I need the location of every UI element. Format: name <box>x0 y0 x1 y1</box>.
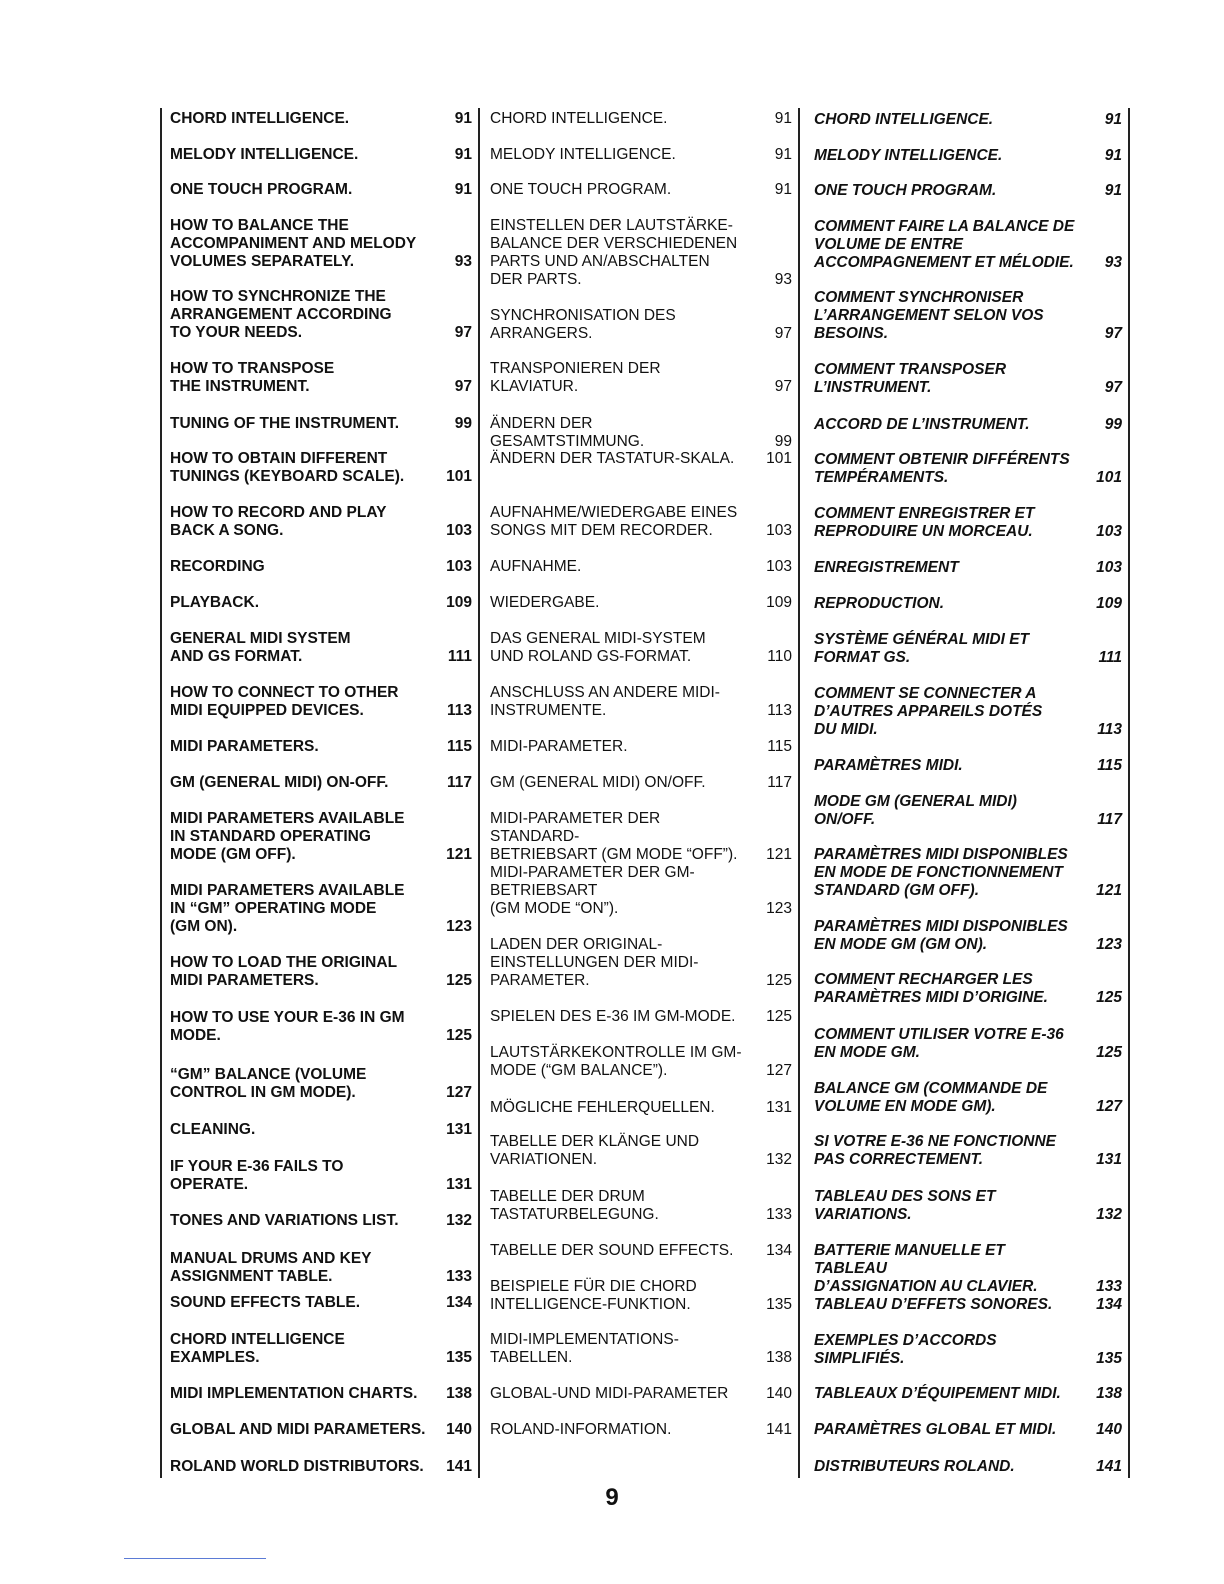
toc-entry-english <box>170 110 472 128</box>
toc-entry-page: 91 <box>1104 147 1122 164</box>
toc-entry-english <box>170 882 472 936</box>
toc-entry-german <box>490 1331 792 1367</box>
toc-entry-page: 103 <box>766 522 792 539</box>
toc-entry-title: RECORDING <box>170 558 265 575</box>
toc-entry-title: MIDI PARAMETERS AVAILABLE IN STANDARD OPERATING MODE (GM OFF). <box>170 810 405 863</box>
toc-entry-title: MIDI PARAMETERS AVAILABLE IN “GM” OPERATING MODE (GM ON). <box>170 882 405 935</box>
toc-entry-french <box>814 361 1122 397</box>
toc-entry-page: 140 <box>446 1421 472 1438</box>
toc-entry-title: ÄNDERN DER GESAMTSTIMMUNG. <box>490 415 645 450</box>
toc-entry-title: SYSTÈME GÉNÉRAL MIDI ET FORMAT GS. <box>814 631 1030 666</box>
toc-entry-page: 113 <box>767 702 792 719</box>
toc-entry-title: BATTERIE MANUELLE ET TABLEAU D’ASSIGNATION AU CLAVIER. <box>814 1242 1038 1295</box>
toc-entry-page: 99 <box>774 433 792 450</box>
toc-entry-french <box>814 1332 1122 1368</box>
toc-entry-page: 135 <box>446 1349 472 1366</box>
toc-entry-page: 103 <box>446 522 472 539</box>
toc-entry-page: 134 <box>1096 1296 1122 1313</box>
toc-entry-german <box>490 864 792 918</box>
toc-entry-english <box>170 774 472 792</box>
toc-entry-german <box>490 307 792 343</box>
toc-entry-title: GLOBAL AND MIDI PARAMETERS. <box>170 1421 426 1438</box>
toc-entry-title: GM (GENERAL MIDI) ON-OFF. <box>170 774 389 791</box>
toc-entry-page: 141 <box>446 1458 472 1475</box>
toc-entry-english <box>170 954 472 990</box>
toc-entry-page: 101 <box>1096 469 1122 486</box>
toc-entry-french <box>814 918 1122 954</box>
toc-entry-page: 109 <box>1096 595 1122 612</box>
toc-entry-page: 97 <box>1104 379 1122 396</box>
toc-entry-page: 134 <box>446 1294 472 1311</box>
toc-entry-title: ANSCHLUSS AN ANDERE MIDI- INSTRUMENTE. <box>490 684 720 719</box>
toc-entry-french <box>814 1458 1122 1476</box>
toc-entry-page: 131 <box>446 1121 472 1138</box>
toc-entry-german <box>490 415 792 451</box>
toc-entry-page: 93 <box>1104 254 1122 271</box>
toc-entry-french <box>814 1385 1122 1403</box>
toc-entry-title: ENREGISTREMENT <box>814 559 959 576</box>
toc-entry-page: 125 <box>766 1008 792 1025</box>
toc-entry-title: MIDI-PARAMETER DER STANDARD- BETRIEBSART (GM MODE “OFF”). <box>490 810 738 863</box>
toc-entry-english <box>170 1009 472 1045</box>
toc-entry-french <box>814 182 1122 200</box>
toc-entry-page: 97 <box>1104 325 1122 342</box>
toc-entry-title: MIDI IMPLEMENTATION CHARTS. <box>170 1385 418 1402</box>
toc-entry-page: 131 <box>766 1099 792 1116</box>
toc-entry-title: TABELLE DER KLÄNGE UND VARIATIONEN. <box>490 1133 700 1168</box>
toc-entry-title: ONE TOUCH PROGRAM. <box>814 182 997 199</box>
toc-entry-page: 141 <box>1096 1458 1122 1475</box>
toc-entry-german <box>490 1044 792 1080</box>
toc-entry-english <box>170 1421 472 1439</box>
toc-entry-german <box>490 504 792 540</box>
toc-entry-title: PARAMÈTRES MIDI. <box>814 757 963 774</box>
toc-entry-title: COMMENT RECHARGER LES PARAMÈTRES MIDI D’ORIGINE. <box>814 971 1048 1006</box>
toc-entry-title: ONE TOUCH PROGRAM. <box>490 181 672 198</box>
toc-entry-title: TABELLE DER DRUM TASTATURBELEGUNG. <box>490 1188 659 1223</box>
toc-entry-title: ROLAND WORLD DISTRIBUTORS. <box>170 1458 424 1475</box>
toc-entry-page: 132 <box>766 1151 792 1168</box>
toc-entry-title: TABLEAU D’EFFETS SONORES. <box>814 1296 1053 1313</box>
toc-entry-page: 97 <box>774 378 792 395</box>
toc-entry-page: 113 <box>446 702 472 719</box>
toc-entry-title: MIDI-IMPLEMENTATIONS- TABELLEN. <box>490 1331 679 1366</box>
toc-entry-title: TRANSPONIEREN DER KLAVIATUR. <box>490 360 661 395</box>
toc-entry-page: 117 <box>1097 811 1122 828</box>
toc-entry-german <box>490 594 792 612</box>
page-number: 9 <box>605 1484 619 1511</box>
toc-entry-title: IF YOUR E-36 FAILS TO OPERATE. <box>170 1158 344 1193</box>
footer-rule <box>124 1558 266 1559</box>
toc-entry-title: MIDI-PARAMETER. <box>490 738 628 755</box>
toc-entry-title: ÄNDERN DER TASTATUR-SKALA. <box>490 450 735 467</box>
toc-entry-french <box>814 971 1122 1007</box>
toc-entry-german <box>490 110 792 128</box>
toc-entry-german <box>490 558 792 576</box>
toc-entry-page: 117 <box>767 774 792 791</box>
toc-entry-title: COMMENT TRANSPOSER L’INSTRUMENT. <box>814 361 1007 396</box>
toc-entry-page: 93 <box>454 253 472 270</box>
toc-entry-title: TABELLE DER SOUND EFFECTS. <box>490 1242 734 1259</box>
toc-entry-page: 117 <box>446 774 472 791</box>
toc-entry-german <box>490 450 792 468</box>
toc-entry-german <box>490 1099 792 1117</box>
toc-entry-french <box>814 1080 1122 1116</box>
toc-entry-title: PARAMÈTRES GLOBAL ET MIDI. <box>814 1421 1057 1438</box>
toc-entry-french <box>814 505 1122 541</box>
toc-entry-page: 91 <box>774 146 792 163</box>
toc-entry-english <box>170 1066 472 1102</box>
toc-entry-english <box>170 1458 472 1476</box>
toc-entry-title: HOW TO USE YOUR E-36 IN GM MODE. <box>170 1009 405 1044</box>
toc-entry-page: 125 <box>446 972 472 989</box>
toc-entry-english <box>170 217 472 271</box>
toc-entry-german <box>490 1188 792 1224</box>
toc-entry-page: 135 <box>766 1296 792 1313</box>
toc-entry-german <box>490 360 792 396</box>
toc-entry-german <box>490 1421 792 1439</box>
toc-entry-title: LAUTSTÄRKEKONTROLLE IM GM- MODE (“GM BALANCE”). <box>490 1044 742 1079</box>
toc-entry-page: 91 <box>1104 182 1122 199</box>
toc-entry-page: 127 <box>446 1084 472 1101</box>
toc-entry-page: 121 <box>1096 882 1122 899</box>
toc-entry-english <box>170 1385 472 1403</box>
toc-entry-german <box>490 1278 792 1314</box>
toc-entry-title: PARAMÈTRES MIDI DISPONIBLES EN MODE DE FONCTIONNEMENT STANDARD (GM OFF). <box>814 846 1068 899</box>
toc-entry-page: 140 <box>1096 1421 1122 1438</box>
toc-entry-title: DAS GENERAL MIDI-SYSTEM UND ROLAND GS-FORMAT. <box>490 630 706 665</box>
toc-entry-title: CHORD INTELLIGENCE. <box>170 110 350 127</box>
toc-entry-english <box>170 504 472 540</box>
toc-entry-title: WIEDERGABE. <box>490 594 600 611</box>
toc-entry-english <box>170 558 472 576</box>
toc-entry-page: 138 <box>446 1385 472 1402</box>
toc-entry-title: COMMENT SYNCHRONISER L’ARRANGEMENT SELON VOS BESOINS. <box>814 289 1044 342</box>
toc-entry-page: 133 <box>1096 1278 1122 1295</box>
toc-entry-page: 109 <box>446 594 472 611</box>
toc-entry-title: GENERAL MIDI SYSTEM AND GS FORMAT. <box>170 630 351 665</box>
toc-entry-page: 125 <box>446 1027 472 1044</box>
toc-entry-page: 127 <box>1096 1098 1122 1115</box>
toc-entry-title: TUNING OF THE INSTRUMENT. <box>170 415 400 432</box>
toc-entry-page: 125 <box>766 972 792 989</box>
toc-entry-title: PLAYBACK. <box>170 594 259 611</box>
toc-entry-page: 103 <box>446 558 472 575</box>
toc-entry-french <box>814 1133 1122 1169</box>
toc-entry-french <box>814 289 1122 343</box>
toc-entry-english <box>170 684 472 720</box>
toc-entry-title: HOW TO OBTAIN DIFFERENT TUNINGS (KEYBOARD SCALE). <box>170 450 405 485</box>
toc-entry-title: TABLEAU DES SONS ET VARIATIONS. <box>814 1188 996 1223</box>
toc-entry-title: COMMENT FAIRE LA BALANCE DE VOLUME DE ENTRE ACCOMPAGNEMENT ET MÉLODIE. <box>814 218 1075 271</box>
toc-entry-english <box>170 594 472 612</box>
toc-entry-title: HOW TO CONNECT TO OTHER MIDI EQUIPPED DEVICES. <box>170 684 399 719</box>
toc-entry-french <box>814 1421 1122 1439</box>
toc-entry-page: 91 <box>774 181 792 198</box>
toc-entry-page: 103 <box>1096 559 1122 576</box>
toc-entry-title: AUFNAHME/WIEDERGABE EINES SONGS MIT DEM RECORDER. <box>490 504 738 539</box>
toc-entry-title: BEISPIELE FÜR DIE CHORD INTELLIGENCE-FUNKTION. <box>490 1278 697 1313</box>
toc-entry-english <box>170 630 472 666</box>
toc-entry-page: 132 <box>1096 1206 1122 1223</box>
toc-entry-title: HOW TO SYNCHRONIZE THE ARRANGEMENT ACCORDING TO YOUR NEEDS. <box>170 288 392 341</box>
toc-entry-page: 123 <box>1096 936 1122 953</box>
toc-entry-german <box>490 684 792 720</box>
toc-entry-english <box>170 288 472 342</box>
toc-entry-title: MIDI-PARAMETER DER GM- BETRIEBSART (GM MODE “ON”). <box>490 864 695 917</box>
toc-entry-page: 131 <box>1096 1151 1122 1168</box>
toc-entry-page: 99 <box>1104 416 1122 433</box>
toc-entry-title: TABLEAUX D’ÉQUIPEMENT MIDI. <box>814 1385 1061 1402</box>
toc-entry-page: 111 <box>447 648 472 665</box>
toc-column-german <box>482 108 800 1478</box>
toc-entry-title: MELODY INTELLIGENCE. <box>170 146 359 163</box>
toc-entry-english <box>170 810 472 864</box>
toc-entry-page: 91 <box>454 146 472 163</box>
toc-entry-german <box>490 936 792 990</box>
toc-entry-english <box>170 450 472 486</box>
toc-entry-page: 141 <box>766 1421 792 1438</box>
toc-entry-title: COMMENT SE CONNECTER A D’AUTRES APPAREILS DOTÉS DU MIDI. <box>814 685 1043 738</box>
toc-entry-title: CLEANING. <box>170 1121 256 1138</box>
toc-entry-page: 115 <box>767 738 792 755</box>
toc-entry-page: 132 <box>446 1212 472 1229</box>
toc-entry-page: 109 <box>766 594 792 611</box>
toc-entry-page: 134 <box>766 1242 792 1259</box>
toc-entry-english <box>170 1250 472 1286</box>
toc-entry-english <box>170 415 472 433</box>
toc-entry-french <box>814 793 1122 829</box>
toc-entry-page: 135 <box>1096 1350 1122 1367</box>
toc-entry-german <box>490 146 792 164</box>
toc-entry-german <box>490 1008 792 1026</box>
toc-entry-title: REPRODUCTION. <box>814 595 945 612</box>
toc-entry-english <box>170 1331 472 1367</box>
toc-entry-title: MÖGLICHE FEHLERQUELLEN. <box>490 1099 715 1116</box>
toc-entry-page: 113 <box>1097 721 1122 738</box>
toc-entry-french <box>814 416 1122 434</box>
toc-entry-french <box>814 1188 1122 1224</box>
toc-entry-page: 127 <box>766 1062 792 1079</box>
toc-entry-page: 91 <box>774 110 792 127</box>
toc-entry-page: 121 <box>446 846 472 863</box>
toc-entry-page: 103 <box>766 558 792 575</box>
toc-entry-german <box>490 630 792 666</box>
toc-entry-title: MELODY INTELLIGENCE. <box>490 146 676 163</box>
toc-entry-page: 91 <box>1104 111 1122 128</box>
toc-entry-page: 110 <box>767 648 792 665</box>
toc-entry-german <box>490 1133 792 1169</box>
toc-entry-page: 97 <box>454 378 472 395</box>
toc-entry-english <box>170 146 472 164</box>
toc-entry-german <box>490 1385 792 1403</box>
toc-entry-title: HOW TO BALANCE THE ACCOMPANIMENT AND MELODY VOLUMES SEPARATELY. <box>170 217 417 270</box>
toc-entry-title: LADEN DER ORIGINAL- EINSTELLUNGEN DER MIDI- PARAMETER. <box>490 936 699 989</box>
toc-entry-title: CHORD INTELLIGENCE. <box>814 111 994 128</box>
toc-entry-title: MODE GM (GENERAL MIDI) ON/OFF. <box>814 793 1017 828</box>
toc-entry-french <box>814 218 1122 272</box>
toc-entry-french <box>814 757 1122 775</box>
toc-entry-title: “GM” BALANCE (VOLUME CONTROL IN GM MODE). <box>170 1066 367 1101</box>
toc-entry-title: CHORD INTELLIGENCE. <box>490 110 668 127</box>
toc-entry-page: 111 <box>1098 649 1122 666</box>
toc-entry-french <box>814 595 1122 613</box>
toc-entry-title: DISTRIBUTEURS ROLAND. <box>814 1458 1015 1475</box>
toc-entry-page: 91 <box>454 110 472 127</box>
toc-entry-title: PARAMÈTRES MIDI DISPONIBLES EN MODE GM (GM ON). <box>814 918 1068 953</box>
toc-entry-title: MANUAL DRUMS AND KEY ASSIGNMENT TABLE. <box>170 1250 372 1285</box>
toc-entry-title: HOW TO LOAD THE ORIGINAL MIDI PARAMETERS. <box>170 954 398 989</box>
toc-entry-title: TONES AND VARIATIONS LIST. <box>170 1212 399 1229</box>
toc-entry-title: AUFNAHME. <box>490 558 582 575</box>
toc-entry-english <box>170 1121 472 1139</box>
toc-entry-page: 125 <box>1096 989 1122 1006</box>
toc-entry-page: 133 <box>766 1206 792 1223</box>
toc-entry-english <box>170 1212 472 1230</box>
toc-entry-title: MELODY INTELLIGENCE. <box>814 147 1003 164</box>
toc-entry-german <box>490 181 792 199</box>
toc-entry-french <box>814 1296 1122 1314</box>
toc-entry-title: SOUND EFFECTS TABLE. <box>170 1294 361 1311</box>
toc-entry-page: 103 <box>1096 523 1122 540</box>
toc-entry-english <box>170 360 472 396</box>
toc-entry-french <box>814 1026 1122 1062</box>
toc-entry-french <box>814 1242 1122 1296</box>
toc-entry-german <box>490 1242 792 1260</box>
toc-entry-page: 138 <box>766 1349 792 1366</box>
toc-entry-title: HOW TO TRANSPOSE THE INSTRUMENT. <box>170 360 335 395</box>
toc-entry-english <box>170 181 472 199</box>
toc-entry-page: 99 <box>454 415 472 432</box>
toc-entry-french <box>814 147 1122 165</box>
toc-entry-page: 115 <box>1097 757 1122 774</box>
toc-entry-title: GM (GENERAL MIDI) ON/OFF. <box>490 774 706 791</box>
toc-entry-german <box>490 738 792 756</box>
toc-entry-title: BALANCE GM (COMMANDE DE VOLUME EN MODE GM). <box>814 1080 1048 1115</box>
toc-column-french <box>806 108 1130 1478</box>
toc-entry-page: 138 <box>1096 1385 1122 1402</box>
toc-entry-title: EXEMPLES D’ACCORDS SIMPLIFIÉS. <box>814 1332 997 1367</box>
toc-entry-german <box>490 774 792 792</box>
toc-entry-title: GLOBAL-UND MIDI-PARAMETER <box>490 1385 729 1402</box>
toc-entry-title: COMMENT OBTENIR DIFFÉRENTS TEMPÉRAMENTS. <box>814 451 1070 486</box>
toc-entry-french <box>814 631 1122 667</box>
toc-entry-title: COMMENT ENREGISTRER ET REPRODUIRE UN MORCEAU. <box>814 505 1035 540</box>
toc-entry-english <box>170 1294 472 1312</box>
toc-entry-title: SPIELEN DES E-36 IM GM-MODE. <box>490 1008 736 1025</box>
toc-entry-page: 133 <box>446 1268 472 1285</box>
toc-entry-page: 101 <box>446 468 472 485</box>
toc-entry-french <box>814 451 1122 487</box>
toc-entry-title: HOW TO RECORD AND PLAY BACK A SONG. <box>170 504 387 539</box>
toc-entry-title: COMMENT UTILISER VOTRE E-36 EN MODE GM. <box>814 1026 1064 1061</box>
toc-entry-page: 125 <box>1096 1044 1122 1061</box>
toc-entry-page: 121 <box>766 846 792 863</box>
toc-entry-french <box>814 111 1122 129</box>
toc-entry-french <box>814 846 1122 900</box>
toc-entry-title: ROLAND-INFORMATION. <box>490 1421 672 1438</box>
toc-entry-english <box>170 738 472 756</box>
toc-entry-page: 123 <box>446 918 472 935</box>
toc-entry-page: 123 <box>766 900 792 917</box>
toc-entry-french <box>814 685 1122 739</box>
toc-entry-title: SI VOTRE E-36 NE FONCTIONNE PAS CORRECTEMENT. <box>814 1133 1057 1168</box>
toc-entry-title: ACCORD DE L’INSTRUMENT. <box>814 416 1030 433</box>
toc-entry-page: 93 <box>774 271 792 288</box>
toc-entry-title: MIDI PARAMETERS. <box>170 738 319 755</box>
toc-entry-german <box>490 810 792 864</box>
toc-entry-title: EINSTELLEN DER LAUTSTÄRKE- BALANCE DER VERSCHIEDENEN PARTS UND AN/ABSCHALTEN DER PARTS. <box>490 217 738 288</box>
toc-entry-french <box>814 559 1122 577</box>
toc-entry-title: ONE TOUCH PROGRAM. <box>170 181 353 198</box>
toc-entry-german <box>490 217 792 289</box>
toc-entry-page: 91 <box>454 181 472 198</box>
toc-entry-page: 115 <box>446 738 472 755</box>
toc-entry-page: 140 <box>766 1385 792 1402</box>
toc-entry-page: 131 <box>446 1176 472 1193</box>
toc-entry-title: CHORD INTELLIGENCE EXAMPLES. <box>170 1331 345 1366</box>
toc-column-english <box>160 108 480 1478</box>
toc-entry-page: 101 <box>766 450 792 467</box>
toc-entry-english <box>170 1158 472 1194</box>
toc-entry-page: 97 <box>454 324 472 341</box>
toc-entry-page: 97 <box>774 325 792 342</box>
toc-entry-title: SYNCHRONISATION DES ARRANGERS. <box>490 307 676 342</box>
